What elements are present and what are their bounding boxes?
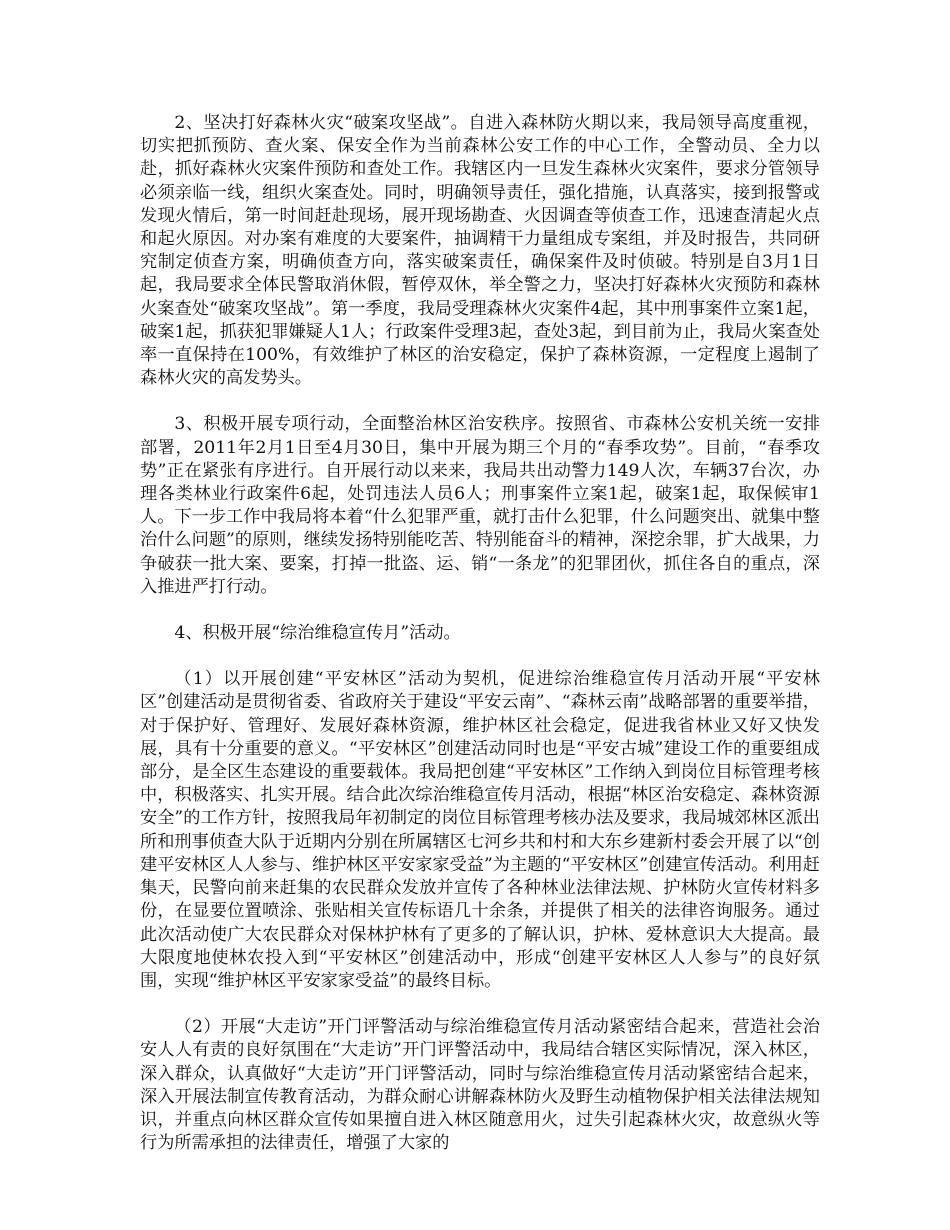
- paragraph-big-visit: （2）开展“大走访”开门评警活动与综治维稳宣传月活动紧密结合起来，营造社会治安人人有责的良好氛围在“大走访”开门评警活动中，我局结合辖区实际情况，深入林区，深入群众，认真做好“大走访”开门评警活动，同时与综治维稳宣传月活动紧密结合起来，深入开展法制宣传教育活动，为群众耐心讲解森林防火及野生动植物保护相关法律法规知识，并重点向林区群众宣传如果擅自进入林区随意用火，过失引起森林火灾，故意纵火等行为所需承担的法律责任，增强了大家的: [140, 1017, 820, 1154]
- paragraph-special-action: 3、积极开展专项行动，全面整治林区治安秩序。按照省、市森林公安机关统一安排部署，2011年2月1日至4月30日，集中开展为期三个月的“春季攻势”。目前，“春季攻势”正在紧张有序进行。自开展行动以来来，我局共出动警力149人次，车辆37台次，办理各类林业行政案件6起，处罚违法人员6人；刑事案件立案1起，破案1起，取保候审1人。下一步工作中我局将本着“什么犯罪严重，就打击什么犯罪，什么问题突出、就集中整治什么问题”的原则，继续发扬特别能吃苦、特别能奋斗的精神，深挖余罪，扩大战果，力争破获一批大案、要案，打掉一批盗、运、销“一条龙”的犯罪团伙，抓住各自的重点，深入推进严打行动。: [140, 414, 820, 597]
- document-body: [140, 112, 820, 1155]
- paragraph-publicity-month-heading: 4、积极开展“综治维稳宣传月”活动。: [174, 623, 461, 644]
- paragraph-safe-forest-area: （1）以开展创建“平安林区”活动为契机，促进综治维稳宣传月活动开展“平安林区”创建活动是贯彻省委、省政府关于建设“平安云南”、“森林云南”战略部署的重要举措，对于保护好、管理好、发展好森林资源，维护林区社会稳定，促进我省林业又好又快发展，具有十分重要的意义。“平安林区”创建活动同时也是“平安古城”建设工作的重要组成部分，是全区生态建设的重要载体。我局把创建“平安林区”工作纳入到岗位目标管理考核中，积极落实、扎实开展。结合此次综治维稳宣传月活动，根据“林区治安稳定、森林资源安全”的工作方针，按照我局年初制定的岗位目标管理考核办法及要求，我局城郊林区派出所和刑事侦查大队于近期内分别在所属辖区七河乡共和村和大东乡建新村委会开展了以“创建平安林区人人参与、维护林区平安家家受益”为主题的“平安林区”创建宣传活动。利用赶集天，民警向前来赶集的农民群众发放并宣传了各种林业法律法规、护林防火宣传材料多份，在显要位置喷涂、张贴相关宣传标语几十余条，并提供了相关的法律咨询服务。通过此次活动使广大农民群众对保林护林有了更多的了解认识，护林、爱林意识大大提高。最大限度地使林农投入到“平安林区”创建活动中，形成“创建平安林区人人参与”的良好氛围，实现“维护林区平安家家受益”的最终目标。: [140, 669, 820, 991]
- paragraph-forest-fire-campaign: 2、坚决打好森林火灾“破案攻坚战”。自进入森林防火期以来，我局领导高度重视，切实把抓预防、查火案、保安全作为当前森林公安工作的中心工作，全警动员、全力以赴，抓好森林火灾案件预防和查处工作。我辖区内一旦发生森林火灾案件，要求分管领导必须亲临一线，组织火案查处。同时，明确领导责任，强化措施，认真落实，接到报警或发现火情后，第一时间赶赴现场，展开现场勘查、火因调查等侦查工作，迅速查清起火点和起火原因。对办案有难度的大要案件，抽调精干力量组成专案组，并及时报告，共同研究制定侦查方案，明确侦查方向，落实破案责任，确保案件及时侦破。特别是自3月1日起，我局要求全体民警取消休假，暂停双休，举全警之力，坚决打好森林火灾预防和森林火案查处“破案攻坚战”。第一季度，我局受理森林火灾案件4起，其中刑事案件立案1起，破案1起，抓获犯罪嫌疑人1人；行政案件受理3起，查处3起，到目前为止，我局火案查处率一直保持在100%，有效维护了林区的治安稳定，保护了森林资源，一定程度上遏制了森林火灾的高发势头。: [140, 113, 820, 389]
